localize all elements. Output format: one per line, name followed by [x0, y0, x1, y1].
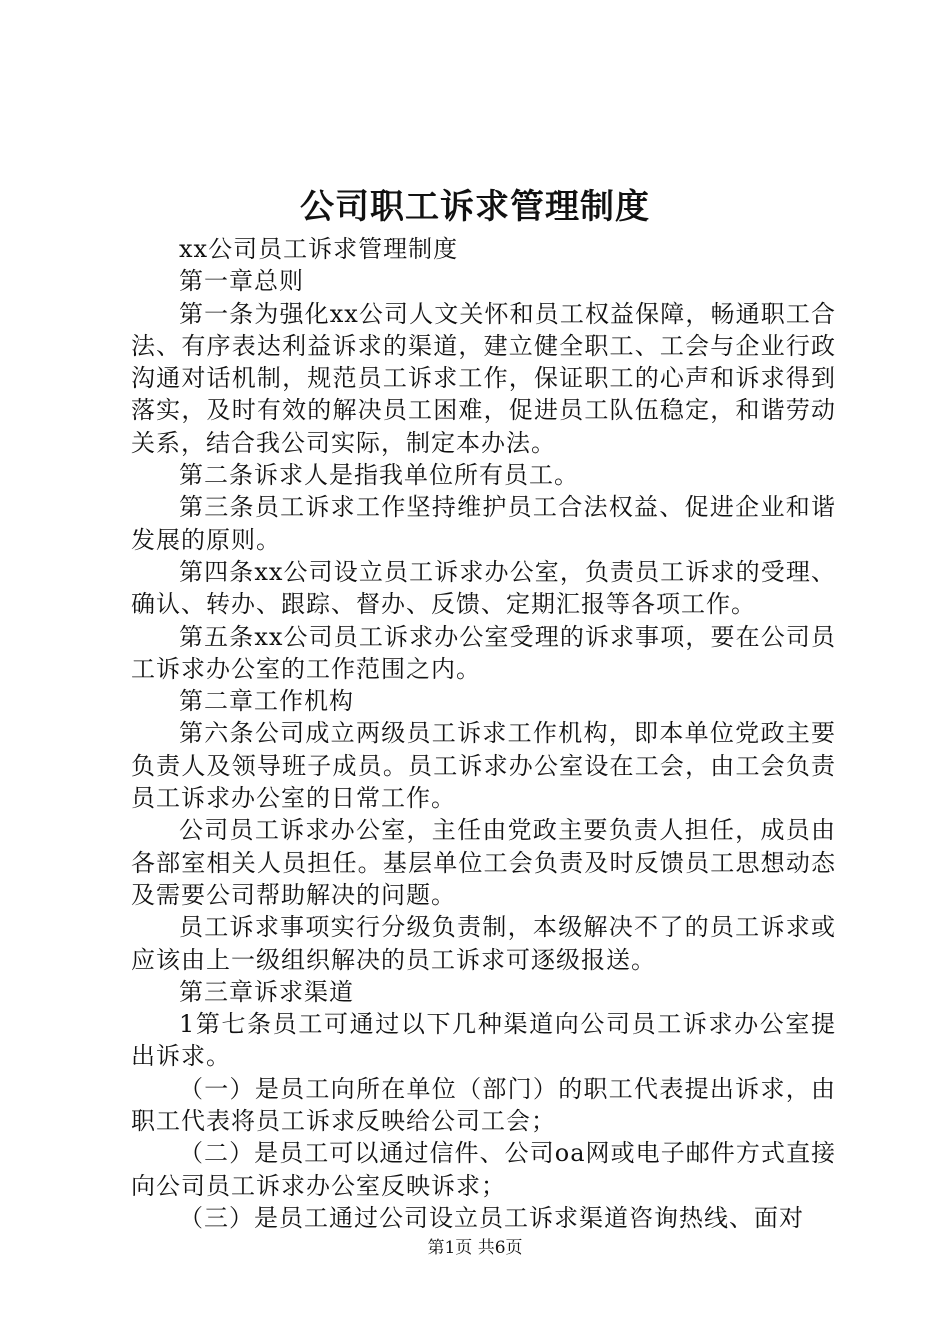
paragraph-article-4: 第四条xx公司设立员工诉求办公室，负责员工诉求的受理、确认、转办、跟踪、督办、反馈、定期汇报等各项工作。 [131, 557, 836, 619]
paragraph-tiered: 员工诉求事项实行分级负责制，本级解决不了的员工诉求或应该由上一级组织解决的员工诉求可逐级报送。 [131, 913, 836, 974]
paragraph-article-6: 第六条公司成立两级员工诉求工作机构，即本单位党政主要负责人及领导班子成员。员工诉求办公室设在工会，由工会负责员工诉求办公室的日常工作。 [131, 719, 836, 813]
paragraph-channel-2: （二）是员工可以通过信件、公司oa网或电子邮件方式直接向公司员工诉求办公室反映诉求； [131, 1139, 836, 1200]
paragraph-article-7: 1第七条员工可通过以下几种渠道向公司员工诉求办公室提出诉求。 [131, 1010, 836, 1071]
page-number-footer: 第1页 共6页 [427, 1238, 523, 1258]
document-title: 公司职工诉求管理制度 [300, 187, 650, 227]
paragraph-chapter-1: 第一章总则 [179, 267, 304, 296]
paragraph-article-3: 第三条员工诉求工作坚持维护员工合法权益、促进企业和谐发展的原则。 [131, 493, 836, 554]
paragraph-channel-3: （三）是员工通过公司设立员工诉求渠道咨询热线、面对 [179, 1203, 804, 1232]
paragraph-article-1: 第一条为强化xx公司人文关怀和员工权益保障，畅通职工合法、有序表达利益诉求的渠道，建立健全职工、工会与企业行政沟通对话机制，规范员工诉求工作，保证职工的心声和诉求得到落实，及时有效的解决员工困难，促进员工队伍稳定，和谐劳动关系，结合我公司实际，制定本办法。 [131, 299, 836, 457]
document-body [131, 233, 836, 1234]
paragraph-channel-1: （一）是员工向所在单位（部门）的职工代表提出诉求，由职工代表将员工诉求反映给公司工会； [131, 1074, 836, 1136]
paragraph-office: 公司员工诉求办公室，主任由党政主要负责人担任，成员由各部室相关人员担任。基层单位工会负责及时反馈员工思想动态及需要公司帮助解决的问题。 [131, 816, 836, 909]
paragraph-article-5: 第五条xx公司员工诉求办公室受理的诉求事项，要在公司员工诉求办公室的工作范围之内。 [131, 622, 836, 683]
paragraph-chapter-3: 第三章诉求渠道 [179, 977, 354, 1006]
paragraph-subtitle: xx公司员工诉求管理制度 [179, 235, 459, 263]
paragraph-chapter-2: 第二章工作机构 [179, 687, 354, 716]
paragraph-article-2: 第二条诉求人是指我单位所有员工。 [179, 461, 579, 490]
